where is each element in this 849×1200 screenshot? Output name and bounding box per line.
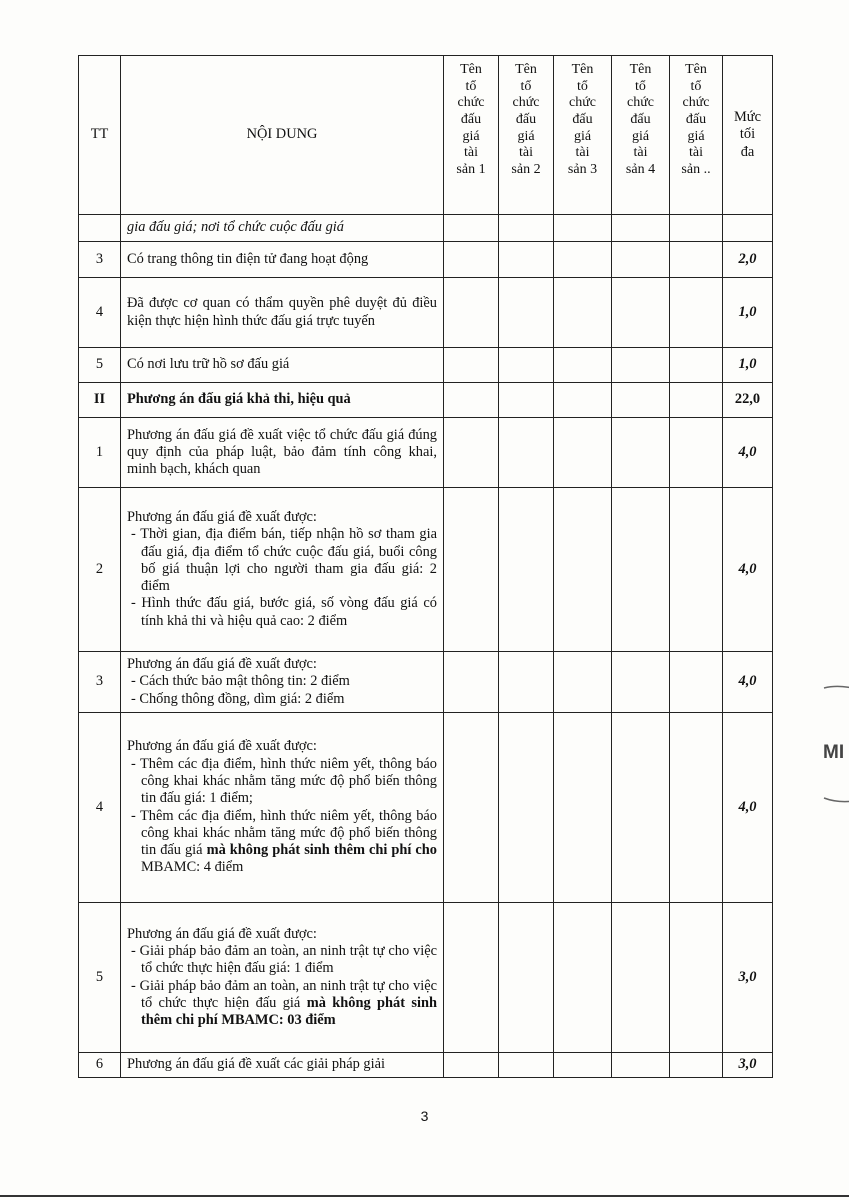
header-max-line2: đa — [740, 143, 755, 160]
table-row — [79, 652, 773, 713]
max-score: 4,0 — [723, 418, 773, 488]
header-org-word: đấu — [572, 111, 593, 127]
max-score: 1,0 — [723, 278, 773, 348]
header-org-word: Tên — [460, 62, 482, 77]
table-row — [79, 418, 773, 488]
max-score: 4,0 — [723, 652, 773, 713]
header-org-word: giá — [573, 128, 592, 144]
row-content: Có trang thông tin điện tử đang hoạt động — [121, 242, 444, 278]
table-row — [79, 348, 773, 383]
header-org-word: chức — [682, 95, 710, 111]
row-intro: Phương án đấu giá đề xuất được: — [127, 738, 317, 755]
header-org-word: tổ — [520, 78, 532, 94]
row-number: 5 — [79, 348, 121, 383]
header-org-word: chức — [568, 95, 596, 111]
row-number: 5 — [79, 903, 121, 1053]
row-content — [121, 488, 444, 652]
table-row — [79, 242, 773, 278]
max-score: 4,0 — [723, 488, 773, 652]
row-intro: Phương án đấu giá đề xuất được: — [127, 509, 317, 526]
header-org-3 — [554, 56, 612, 215]
header-org-word: Tên — [571, 62, 594, 77]
max-score: 2,0 — [723, 242, 773, 278]
header-row — [79, 56, 773, 215]
header-org-word: đấu — [515, 111, 537, 127]
stamp-text: MI — [823, 742, 845, 763]
bullet-text-end: MBAMC: 4 điểm — [141, 859, 244, 876]
max-score: 3,0 — [723, 1053, 773, 1078]
max-score: 1,0 — [723, 348, 773, 383]
header-org-word: tổ — [690, 78, 702, 94]
row-content: Đã được cơ quan có thẩm quyền phê duyệt đủ điều kiện thực hiện hình thức đấu giá trực tuyến — [121, 278, 444, 348]
table-row — [79, 488, 773, 652]
header-org-word: tài — [519, 145, 533, 161]
scoring-table — [78, 55, 773, 1078]
row-content: Phương án đấu giá đề xuất việc tổ chức đấu giá đúng quy định của pháp luật, bảo đảm tính công khai, minh bạch, khách quan — [121, 418, 444, 488]
header-org-word: tổ — [465, 78, 477, 94]
continued-text: gia đấu giá; nơi tổ chức cuộc đấu giá — [121, 215, 444, 242]
row-intro: Phương án đấu giá đề xuất được: — [127, 925, 317, 942]
table-row — [79, 713, 773, 903]
bullet-emphasis: mà không phát sinh thêm chi phí MBAMC: 03 điểm — [141, 994, 437, 1029]
row-number: 4 — [79, 713, 121, 903]
header-org-1 — [444, 56, 499, 215]
header-org-word: giá — [517, 128, 535, 144]
header-org-word: sản 4 — [625, 161, 656, 177]
header-org-word: chức — [626, 95, 654, 111]
bullet-item: - Chống thông đồng, dìm giá: 2 điểm — [131, 690, 345, 707]
header-org-word: tổ — [635, 78, 646, 94]
header-org-word: sản 2 — [511, 161, 541, 177]
row-content — [121, 903, 444, 1053]
header-org-word: tài — [689, 145, 703, 161]
row-number: 3 — [79, 242, 121, 278]
table-row — [79, 1053, 773, 1078]
header-org-word: đấu — [460, 111, 482, 127]
row-number: 4 — [79, 278, 121, 348]
header-org-word: tổ — [577, 78, 588, 94]
row-intro: Phương án đấu giá đề xuất được: — [127, 656, 317, 673]
header-org-word: sản .. — [681, 161, 711, 177]
row-number: 3 — [79, 652, 121, 713]
section-row — [79, 383, 773, 418]
section-number: II — [79, 383, 121, 418]
bullet-item — [127, 978, 437, 1030]
header-org-word: chức — [457, 95, 485, 111]
header-max — [723, 56, 773, 215]
header-org-word: Tên — [629, 62, 652, 77]
section-title: Phương án đấu giá khả thi, hiệu quả — [121, 383, 444, 418]
bottom-rule — [0, 1195, 849, 1197]
bullet-item: - Thời gian, địa điểm bán, tiếp nhận hồ sơ tham gia đấu giá, địa điểm tổ chức cuộc đấu giá, buổi công bố giá thuận lợi cho người tham gia đấu giá: 2 điểm — [131, 526, 437, 595]
header-org-word: chức — [512, 95, 540, 111]
row-number: 1 — [79, 418, 121, 488]
header-org-word: đấu — [630, 111, 651, 127]
header-noi-dung: NỘI DUNG — [121, 56, 444, 215]
header-org-word: sản 3 — [567, 161, 598, 177]
header-org-word: giá — [462, 128, 480, 144]
bullet-item: - Cách thức bảo mật thông tin: 2 điểm — [131, 673, 350, 690]
bullet-item — [127, 808, 437, 877]
max-score: 3,0 — [723, 903, 773, 1053]
header-org-word: Tên — [685, 62, 707, 77]
row-content: Có nơi lưu trữ hồ sơ đấu giá — [121, 348, 444, 383]
header-org-word: tài — [464, 145, 478, 161]
header-org-word: đấu — [685, 111, 707, 127]
bullet-item: - Giải pháp bảo đảm an toàn, an ninh trật tự cho việc tổ chức thực hiện đấu giá: 1 điểm — [131, 942, 437, 977]
header-org-word: giá — [687, 128, 705, 144]
max-score: 4,0 — [723, 713, 773, 903]
table-row — [79, 903, 773, 1053]
header-org-word: tài — [633, 145, 648, 161]
header-org-word: Tên — [515, 62, 537, 77]
section-max-score: 22,0 — [723, 383, 773, 418]
header-org-word: tài — [575, 145, 590, 161]
header-org-2 — [499, 56, 554, 215]
header-org-4 — [612, 56, 670, 215]
header-org-word: sản 1 — [456, 161, 486, 177]
header-max-line1: Mức tối — [734, 109, 761, 143]
bullet-emphasis: mà không phát sinh thêm chi phí cho — [206, 842, 437, 859]
row-content — [121, 713, 444, 903]
header-org-5 — [670, 56, 723, 215]
row-content — [121, 652, 444, 713]
table-row — [79, 278, 773, 348]
row-content: Phương án đấu giá đề xuất các giải pháp giải — [121, 1053, 444, 1078]
bullet-text: - Giải pháp bảo đảm an toàn, an ninh trật tự cho việc tổ chức thực hiện đấu giá — [131, 977, 437, 1011]
row-number: 2 — [79, 488, 121, 652]
header-org-word: giá — [631, 128, 650, 144]
page-number: 3 — [420, 1108, 429, 1124]
row-number: 6 — [79, 1053, 121, 1078]
table-row — [79, 215, 773, 242]
bullet-text: - Thêm các địa điểm, hình thức niêm yết, thông báo công khai khác nhằm tăng mức độ phổ biến thông tin đấu giá — [131, 807, 437, 859]
bullet-item: - Thêm các địa điểm, hình thức niêm yết, thông báo công khai khác nhằm tăng mức độ phổ biến thông tin đấu giá: 1 điểm; — [131, 755, 437, 807]
header-tt: TT — [79, 56, 121, 215]
bullet-item: - Hình thức đấu giá, bước giá, số vòng đấu giá có tính khả thi và hiệu quả cao: 2 điểm — [131, 595, 437, 629]
